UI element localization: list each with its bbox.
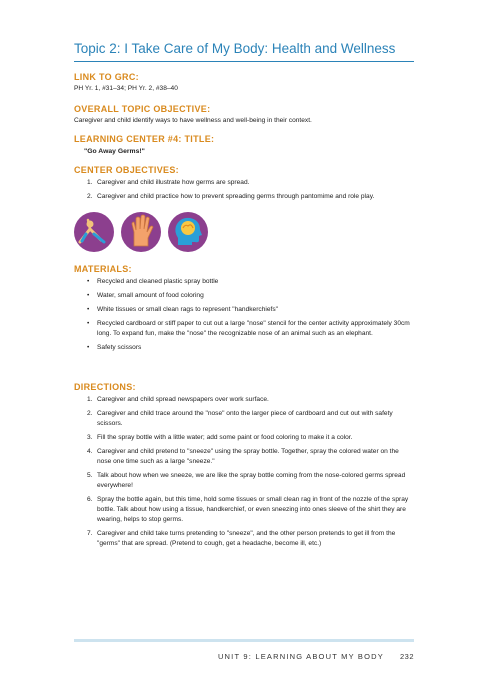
list-item: • White tissues or small clean rags to represent "handkerchiefs" — [87, 306, 278, 313]
yoga-pose-icon — [74, 212, 114, 252]
directions-heading: DIRECTIONS: — [74, 382, 136, 392]
center-objectives-list — [74, 178, 414, 206]
objective-heading: OVERALL TOPIC OBJECTIVE: — [74, 104, 211, 114]
list-item: • Recycled and cleaned plastic spray bottle — [87, 278, 219, 285]
link-text: PH Yr. 1, #31–34; PH Yr. 2, #38–40 — [74, 85, 178, 92]
list-item: 2. Caregiver and child practice how to prevent spreading germs through pantomime and role play. — [87, 193, 375, 200]
list-item: • Water, small amount of food coloring — [87, 292, 204, 299]
list-item: 7. Caregiver and child take turns pretending to "sneeze", and the other person pretends to get ill from the "germs" that are spread. (Pretend to cough, get a headache, become ill, etc.) — [87, 530, 396, 547]
list-item: • Recycled cardboard or stiff paper to cut out a large "nose" stencil for the center activity approximately 30cm long. To expand fun, make the "nose" the recognizable nose of an animal such as an elephant. — [87, 320, 410, 337]
link-heading: LINK TO GRC: — [74, 72, 139, 82]
list-item: 3. Fill the spray bottle with a little water; add some paint or food coloring to make it a color. — [87, 434, 353, 441]
center-objectives-heading: CENTER OBJECTIVES: — [74, 165, 179, 175]
footer-unit: UNIT 9: LEARNING ABOUT MY BODY — [217, 652, 384, 661]
list-item: 6. Spray the bottle again, but this time, hold some tissues or small clean rag in front of the nozzle of the spray bottle. Talk about how using a tissue, handkerchief, or even sneezing into ones sleeve of the shirt they are wearing, helps to stop germs. — [87, 496, 409, 523]
footer-divider — [74, 639, 414, 642]
head-brain-icon — [168, 212, 208, 252]
page-number: 232 — [399, 652, 414, 661]
list-item: 1. Caregiver and child illustrate how germs are spread. — [87, 179, 250, 186]
materials-list — [74, 277, 414, 357]
list-item: • Safety scissors — [87, 344, 142, 351]
list-item: 5. Talk about how when we sneeze, we are like the spray bottle coming from the nose-colored germs spread everywhere! — [87, 472, 406, 489]
learning-center-title: "Go Away Germs!" — [84, 148, 145, 155]
learning-center-heading: LEARNING CENTER #4: TITLE: — [74, 134, 215, 144]
list-item: 2. Caregiver and child trace around the "nose" onto the larger piece of cardboard and cut out with safety scissors. — [87, 410, 393, 427]
page-title: Topic 2: I Take Care of My Body: Health and Wellness — [74, 40, 414, 62]
list-item: 4. Caregiver and child pretend to "sneeze" using the spray bottle. Together, spray the colored water on the nose one time such as a large "sneeze." — [87, 448, 399, 465]
raised-hand-icon — [121, 212, 161, 252]
materials-heading: MATERIALS: — [74, 264, 132, 274]
list-item: 1. Caregiver and child spread newspapers over work surface. — [87, 396, 269, 403]
directions-list — [74, 395, 414, 553]
page-footer — [74, 652, 414, 661]
objective-text: Caregiver and child identify ways to have wellness and well-being in their context. — [74, 117, 312, 124]
